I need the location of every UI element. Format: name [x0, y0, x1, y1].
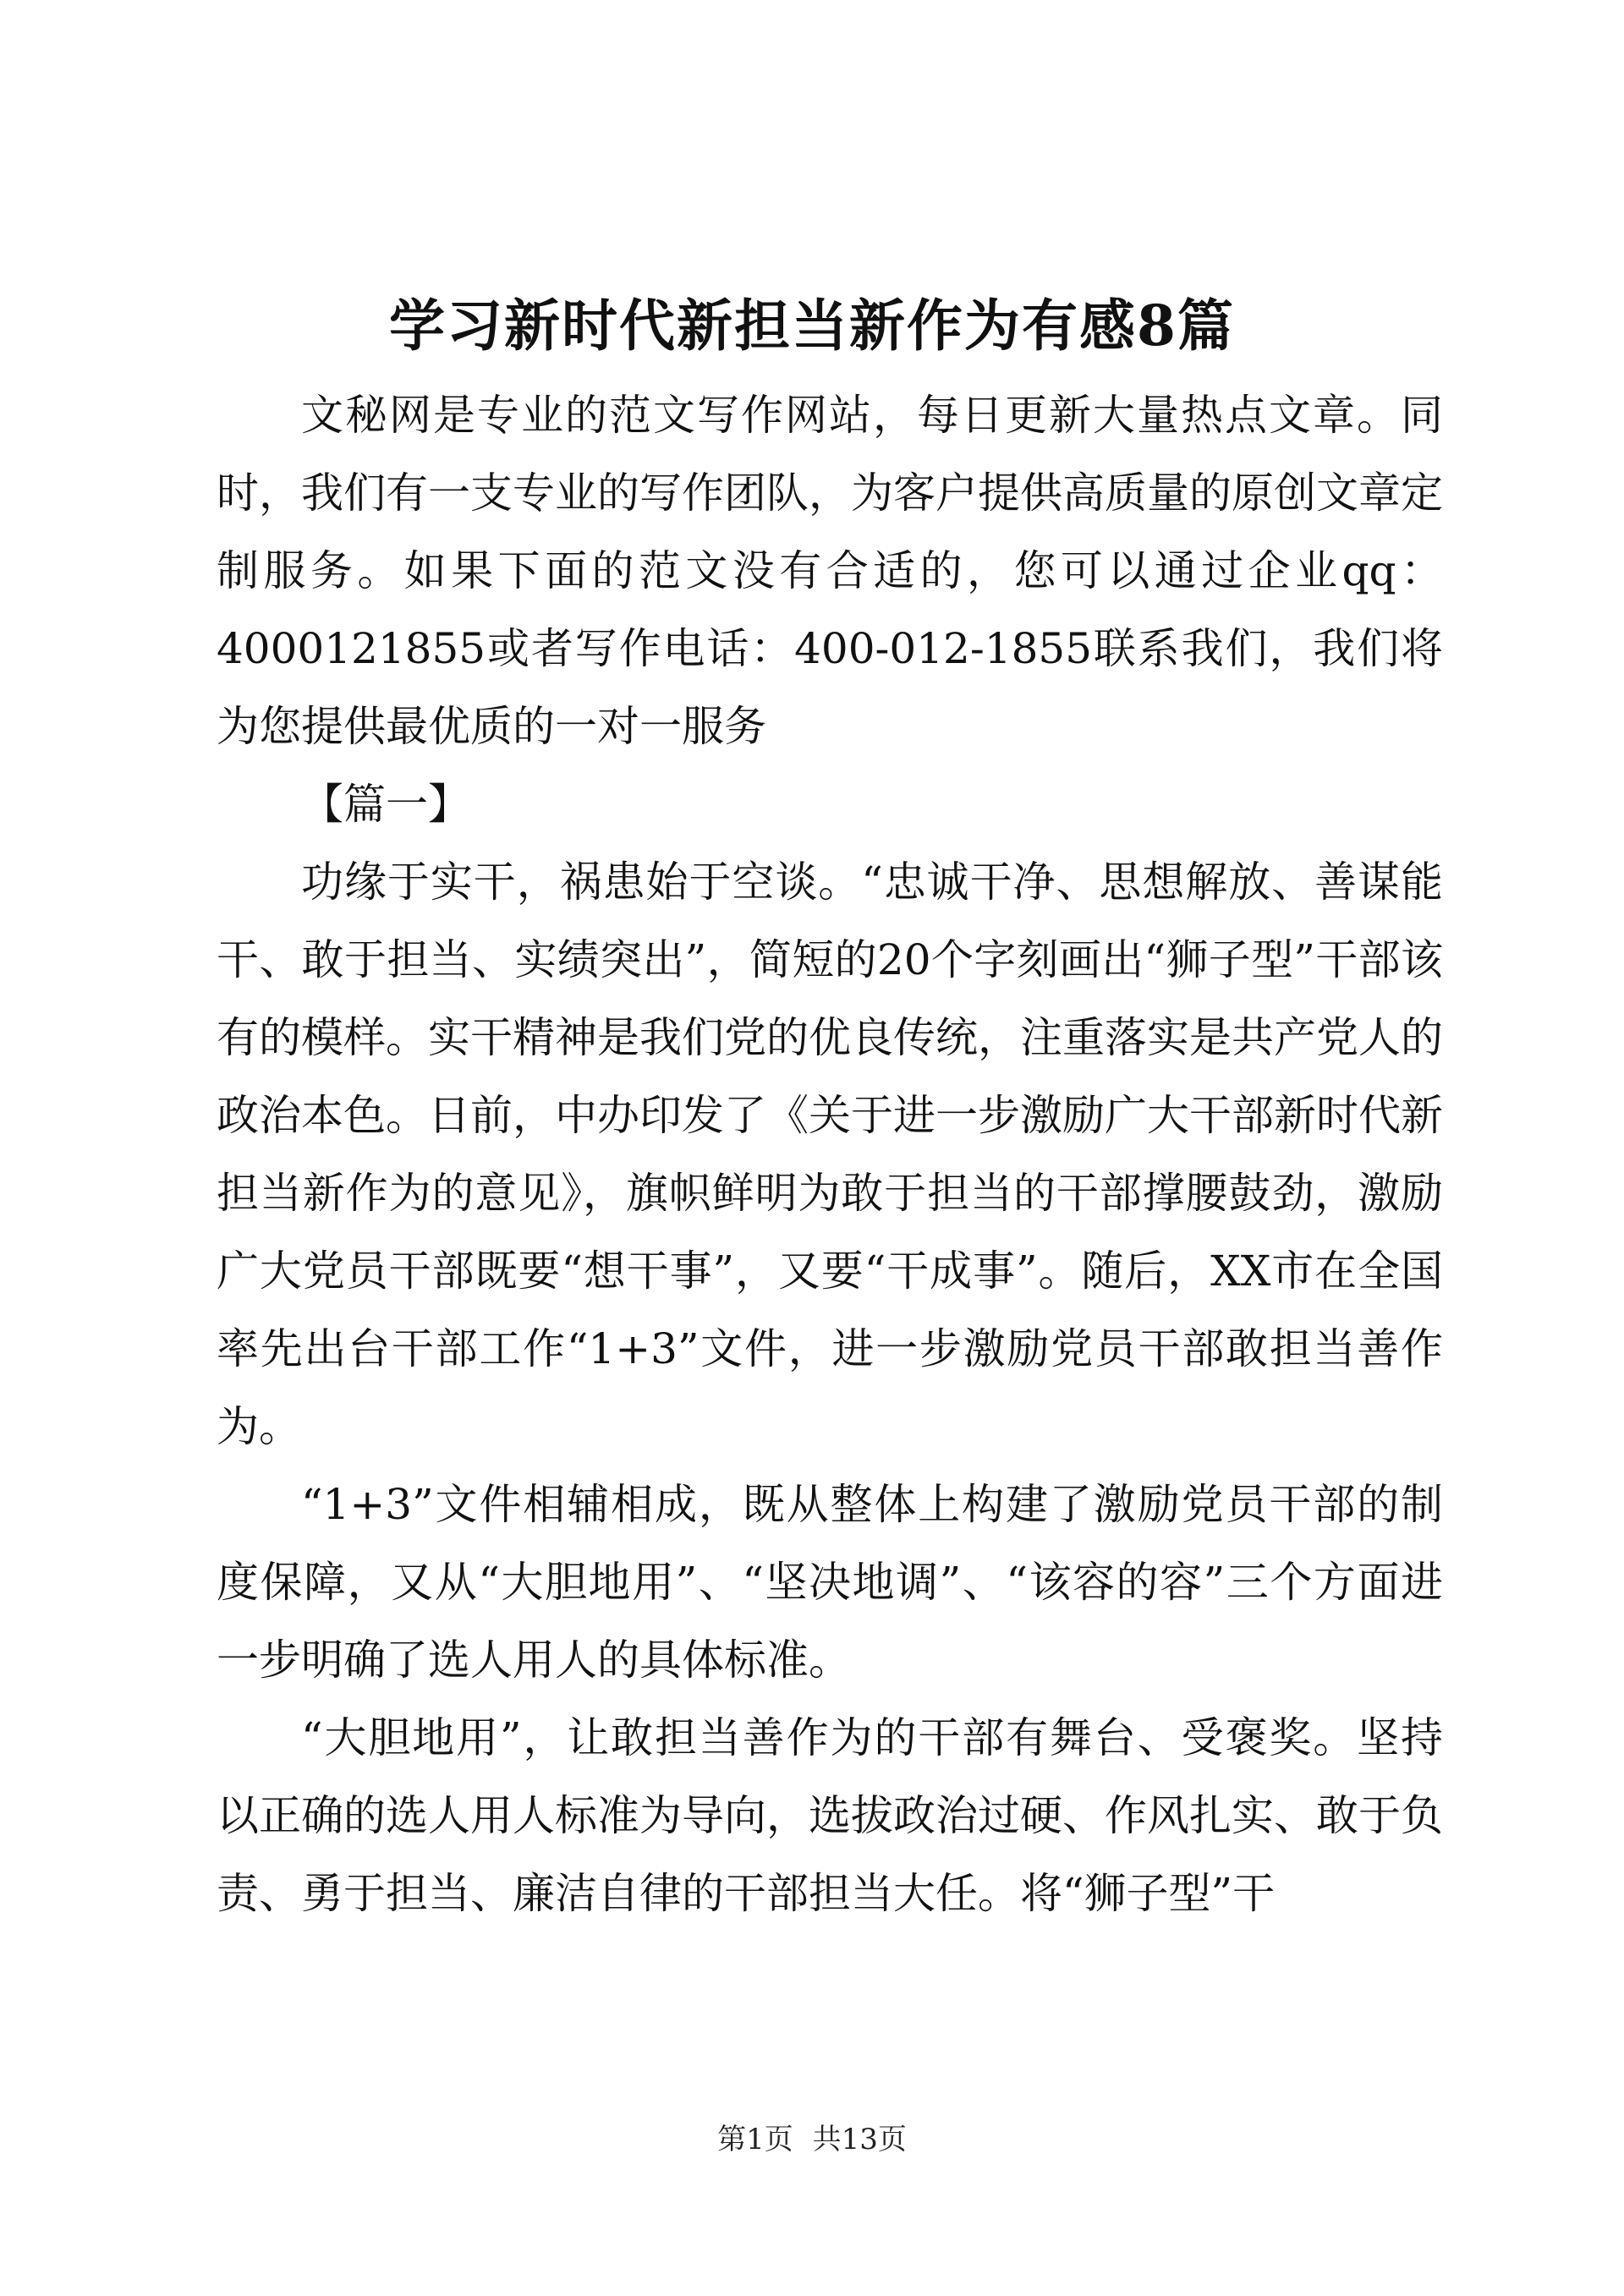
section-heading: 【篇一】 — [301, 780, 470, 829]
page-number: 第1页 — [717, 2123, 793, 2156]
body-paragraph: “大胆地用”，让敢担当善作为的干部有舞台、受褒奖。坚持以正确的选人用人标准为导向，选拔政治过硬、作风扎实、敢于负责、勇于担当、廉洁自律的干部担当大任。将“狮子型”干 — [217, 1713, 1443, 1918]
body-paragraph: “1+3”文件相辅相成，既从整体上构建了激励党员干部的制度保障，又从“大胆地用”、“坚决地调”、“该容的容”三个方面进一步明确了选人用人的具体标准。 — [217, 1480, 1443, 1685]
document-body — [217, 376, 1443, 1932]
page-total: 共13页 — [812, 2123, 907, 2156]
intro-paragraph: 文秘网是专业的范文写作网站，每日更新大量热点文章。同时，我们有一支专业的写作团队，为客户提供高质量的原创文章定制服务。如果下面的范文没有合适的，您可以通过企业qq：4000121855或者写作电话：400-012-1855联系我们，我们将为您提供最优质的一对一服务 — [217, 391, 1443, 751]
document-title: 学习新时代新担当新作为有感8篇 — [389, 293, 1235, 359]
page-footer — [0, 2121, 1624, 2158]
body-paragraph: 功缘于实干，祸患始于空谈。“忠诚干净、思想解放、善谋能干、敢于担当、实绩突出”，简短的20个字刻画出“狮子型”干部该有的模样。实干精神是我们党的优良传统，注重落实是共产党人的政治本色。日前，中办印发了《关于进一步激励广大干部新时代新担当新作为的意见》，旗帜鲜明为敢于担当的干部撑腰鼓劲，激励广大党员干部既要“想干事”，又要“干成事”。随后，XX市在全国率先出台干部工作“1+3”文件，进一步激励党员干部敢担当善作为。 — [217, 858, 1443, 1451]
